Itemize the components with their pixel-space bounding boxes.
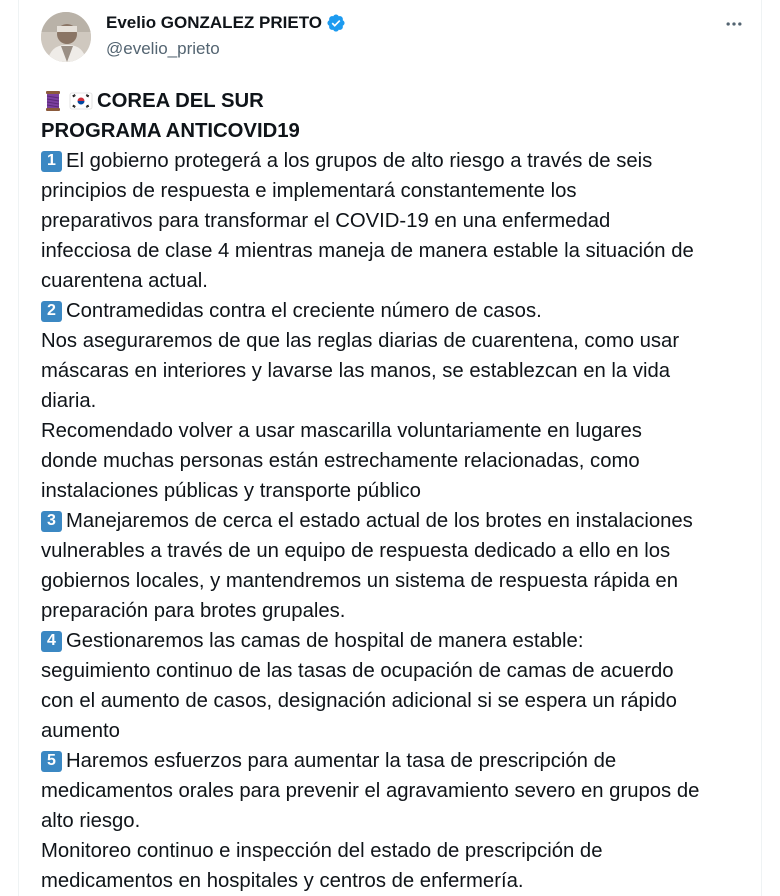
tweet-line (41, 866, 761, 896)
author-handle[interactable]: @evelio_prieto (106, 39, 220, 58)
tweet-line (41, 356, 761, 386)
tweet-line-text: gobiernos locales, y mantendremos un sistema de respuesta rápida en (41, 570, 678, 592)
tweet-line (41, 536, 761, 566)
tweet-line-text: con el aumento de casos, designación adicional si se espera un rápido (41, 690, 677, 712)
tweet-line (41, 236, 761, 266)
tweet-line-text: El gobierno protegerá a los grupos de alto riesgo a través de seis (66, 150, 653, 172)
tweet-line (41, 686, 761, 716)
tweet-line (41, 386, 761, 416)
tweet-line-text: aumento (41, 720, 120, 742)
south-korea-flag-emoji (69, 89, 93, 113)
keycap-5-emoji: 5 (41, 751, 62, 772)
tweet-line-text: Nos aseguraremos de que las reglas diarias de cuarentena, como usar (41, 330, 680, 352)
tweet-line (41, 506, 761, 536)
tweet-title-line (41, 86, 761, 116)
tweet-line-text: medicamentos orales para prevenir el agravamiento severo en grupos de (41, 780, 700, 802)
tweet-line-text: preparación para brotes grupales. (41, 600, 346, 622)
tweet-line (41, 836, 761, 866)
tweet-line (41, 596, 761, 626)
tweet-line (41, 326, 761, 356)
tweet-line-text: cuarentena actual. (41, 270, 208, 292)
tweet-line (41, 266, 761, 296)
tweet-card (18, 0, 762, 896)
author-display-name[interactable]: Evelio GONZALEZ PRIETO (106, 13, 322, 32)
tweet-line (41, 656, 761, 686)
tweet-line-text: donde muchas personas están estrechamente relacionadas, como (41, 450, 640, 472)
author-name-row (106, 12, 346, 34)
tweet-line-text: Monitoreo continuo e inspección del estado de prescripción de (41, 840, 603, 862)
tweet-line (41, 806, 761, 836)
thread-spool-emoji (41, 89, 65, 113)
tweet-line-text: Contramedidas contra el creciente número de casos. (66, 300, 542, 322)
tweet-line-text: Gestionaremos las camas de hospital de manera estable: (66, 630, 584, 652)
more-options-icon (724, 14, 744, 34)
tweet-line-text: vulnerables a través de un equipo de respuesta dedicado a ello en los (41, 540, 671, 562)
tweet-line-text: principios de respuesta e implementará constantemente los (41, 180, 577, 202)
tweet-line (41, 176, 761, 206)
tweet-line (41, 776, 761, 806)
tweet-line (41, 716, 761, 746)
author-avatar[interactable] (41, 12, 91, 62)
tweet-line-text: seguimiento continuo de las tasas de ocupación de camas de acuerdo (41, 660, 674, 682)
tweet-title-1: COREA DEL SUR (97, 90, 264, 112)
tweet-line-text: Haremos esfuerzos para aumentar la tasa de prescripción de (66, 750, 617, 772)
tweet-line-text: Manejaremos de cerca el estado actual de los brotes en instalaciones (66, 510, 693, 532)
tweet-line (41, 746, 761, 776)
keycap-1-emoji: 1 (41, 151, 62, 172)
avatar-photo (41, 12, 91, 62)
tweet-line-text: medicamentos en hospitales y centros de enfermería. (41, 870, 524, 892)
tweet-line (41, 206, 761, 236)
tweet-text (41, 86, 761, 896)
tweet-line-text: máscaras en interiores y lavarse las manos, se establezcan en la vida (41, 360, 671, 382)
tweet-line-text: Recomendado volver a usar mascarilla voluntariamente en lugares (41, 420, 642, 442)
keycap-4-emoji: 4 (41, 631, 62, 652)
more-options-button[interactable] (719, 12, 749, 36)
tweet-title-2: PROGRAMA ANTICOVID19 (41, 120, 300, 142)
tweet-line-text: instalaciones públicas y transporte público (41, 480, 421, 502)
keycap-2-emoji: 2 (41, 301, 62, 322)
tweet-line (41, 476, 761, 506)
tweet-line-text: alto riesgo. (41, 810, 141, 832)
tweet-title-line (41, 116, 761, 146)
tweet-line-text: infecciosa de clase 4 mientras maneja de manera estable la situación de (41, 240, 694, 262)
keycap-3-emoji: 3 (41, 511, 62, 532)
tweet-line (41, 446, 761, 476)
tweet-line (41, 566, 761, 596)
tweet-line (41, 146, 761, 176)
tweet-line (41, 416, 761, 446)
tweet-line-text: diaria. (41, 390, 97, 412)
tweet-line (41, 626, 761, 656)
tweet-line-text: preparativos para transformar el COVID-19 en una enfermedad (41, 210, 611, 232)
verified-badge-icon (326, 13, 346, 33)
tweet-line (41, 296, 761, 326)
